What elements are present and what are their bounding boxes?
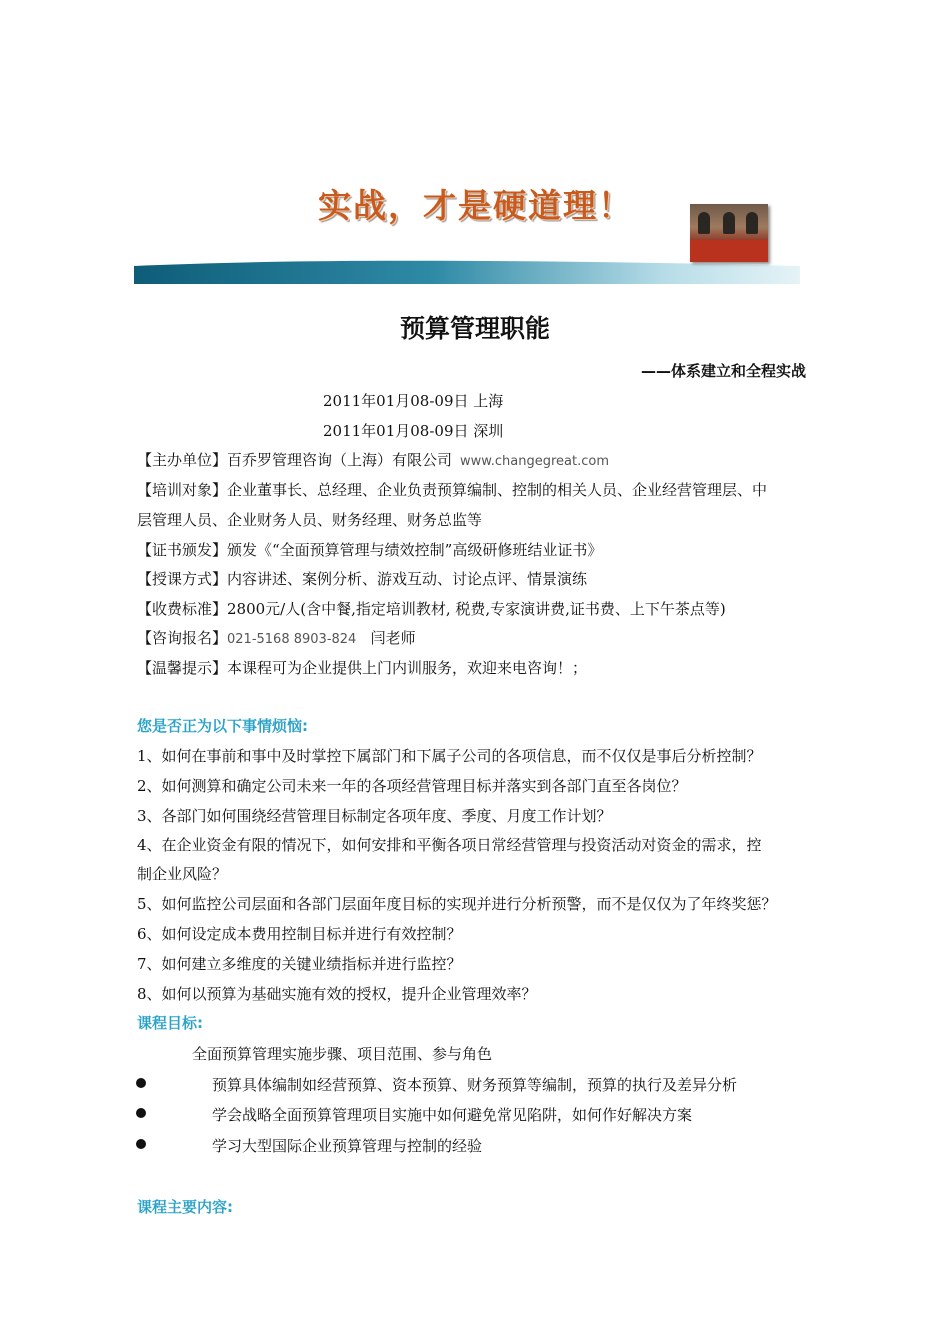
bullet-icon — [136, 1108, 146, 1118]
contact-person: 闫老师 — [370, 629, 416, 647]
cert-line: 【证书颁发】颁发《“全面预算管理与绩效控制”高级研修班结业证书》 — [137, 541, 603, 559]
question-1: 1、如何在事前和事中及时掌控下属部门和下属子公司的各项信息，而不仅仅是事后分析控制？ — [137, 747, 762, 765]
question-5: 5、如何监控公司层面和各部门层面年度目标的实现并进行分析预警，而不是仅仅为了年终奖惩？ — [137, 895, 777, 913]
host-value: 百乔罗管理咨询（上海）有限公司 — [227, 451, 453, 469]
host-line — [137, 449, 609, 470]
date-shenzhen: 2011年01月08-09日 深圳 — [323, 422, 504, 440]
tip-line: 【温馨提示】本课程可为企业提供上门内训服务，欢迎来电咨询！； — [137, 659, 588, 677]
fee-line: 【收费标准】2800元/人(含中餐,指定培训教材, 税费,专家演讲费,证书费、上下午茶点等) — [137, 600, 726, 618]
target-line-2: 层管理人员、企业财务人员、财务经理、财务总监等 — [137, 511, 483, 529]
goal-item-3: 学习大型国际企业预算管理与控制的经验 — [212, 1137, 483, 1155]
bullet-icon — [136, 1078, 146, 1088]
host-url[interactable]: www.changegreat.com — [460, 454, 609, 469]
question-7: 7、如何建立多维度的关键业绩指标并进行监控？ — [137, 955, 462, 973]
meeting-photo — [690, 204, 768, 262]
page-title: 预算管理职能 — [399, 314, 550, 343]
goals-heading: 课程目标: — [137, 1014, 203, 1032]
method-line: 【授课方式】内容讲述、案例分析、游戏互动、讨论点评、情景演练 — [137, 570, 588, 588]
question-8: 8、如何以预算为基础实施有效的授权，提升企业管理效率？ — [137, 985, 537, 1003]
content-heading: 课程主要内容: — [137, 1198, 233, 1216]
goal-item-2: 学会战略全面预算管理项目实施中如何避免常见陷阱，如何作好解决方案 — [212, 1106, 693, 1124]
bullet-icon — [136, 1139, 146, 1149]
contact-phone: 021-5168 8903-824 — [227, 632, 357, 647]
goal-item-1: 预算具体编制如经营预算、资本预算、财务预算等编制，预算的执行及差异分析 — [212, 1076, 738, 1094]
question-6: 6、如何设定成本费用控制目标并进行有效控制？ — [137, 925, 462, 943]
questions-heading: 您是否正为以下事情烦恼: — [137, 717, 308, 735]
banner-slogan: 实战，才是硬道理！ — [318, 186, 633, 225]
question-4-line-2: 制企业风险？ — [137, 865, 228, 883]
question-3: 3、各部门如何围绕经营管理目标制定各项年度、季度、月度工作计划？ — [137, 807, 612, 825]
question-4-line-1: 4、在企业资金有限的情况下，如何安排和平衡各项日常经营管理与投资活动对资金的需求，控 — [137, 836, 762, 854]
goals-intro: 全面预算管理实施步骤、项目范围、参与角色 — [192, 1045, 493, 1063]
target-line-1: 【培训对象】企业董事长、总经理、企业负责预算编制、控制的相关人员、企业经营管理层、中 — [137, 481, 768, 499]
host-label: 【主办单位】 — [137, 451, 228, 469]
date-shanghai: 2011年01月08-09日 上海 — [323, 392, 504, 410]
contact-label: 【咨询报名】 — [137, 629, 228, 647]
contact-line — [137, 627, 416, 648]
question-2: 2、如何测算和确定公司未来一年的各项经营管理目标并落实到各部门直至各岗位？ — [137, 777, 687, 795]
page-subtitle: ——体系建立和全程实战 — [640, 362, 806, 380]
